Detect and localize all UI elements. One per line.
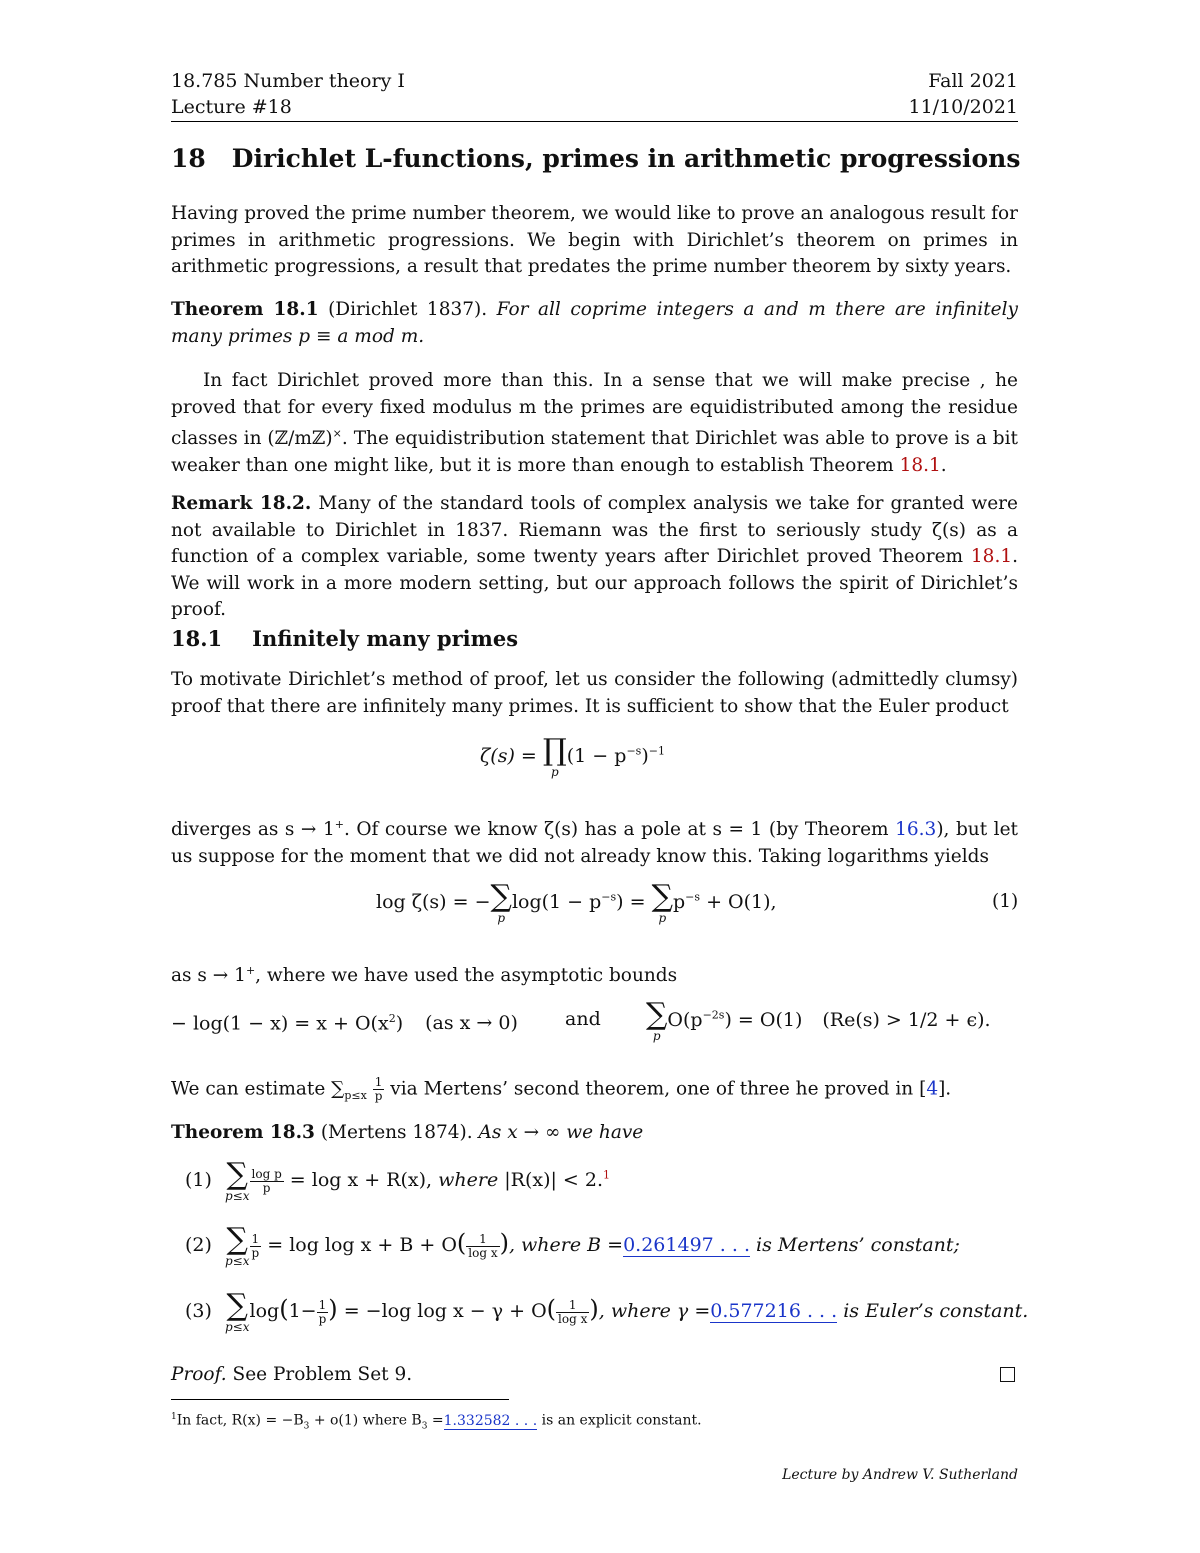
asymptotic-paragraph: as s → 1+, where we have used the asymptotic bounds: [171, 964, 678, 987]
equidistribution-paragraph: In fact Dirichlet proved more than this. In a sense that we will make precise , he proved that for every fixed modulus m the primes are equidistributed among the residue classes in (ℤ/mℤ)×. The equidistribution statement that Dirichlet was able to prove is a bit weaker than one might like, but it is more than enough to establish Theorem 18.1.: [171, 370, 1018, 476]
mertens-item-1: (1) ∑ p≤x $\frac{\text{log p}}{p}$ = log x + R(x), where |R(x)| < 2.$^1$: [185, 1157, 611, 1203]
mertens-item-2: (2) ∑ p≤x $\frac{1}{p}$ = log log x + B + O( $\frac{1}{\text{log x}}$ ), where B =0.261497 . . . is Mertens’ constant;: [185, 1222, 960, 1268]
qed-box: [1000, 1367, 1015, 1382]
citation-link[interactable]: 4: [926, 1078, 939, 1100]
mertens-constant-link[interactable]: 0.261497 . . .: [623, 1234, 750, 1256]
estimate-paragraph: We can estimate $\sum_{p\le x}$ $\frac{1}{p}$ via Mertens’ second theorem, one of three he proved in [4].: [171, 1075, 952, 1103]
log-zeta-equation: log ζ(s) = − ∑ p $\log(1 - p^{-s})$ = ∑ p $p^{-s} + O(1)$,: [376, 879, 777, 925]
remark-label: Remark 18.2.: [171, 493, 312, 514]
term: Fall 2021: [928, 70, 1018, 92]
theorem-statement: For all coprime integers a and m there are infinitely many primes p ≡ a mod m.: [171, 299, 1018, 347]
theorem-18-1: [171, 297, 1018, 350]
sum-bound: ∑ p $O(p^{-2s}) = O(1) (Re(s) > 1/2 + \epsilon)$.: [646, 997, 991, 1043]
theorem-attribution: (Dirichlet 1837).: [328, 299, 488, 320]
log-bound: − $\log(1 - x) = x + O(x^2)$ (as x → 0): [171, 1012, 518, 1035]
section-title: Infinitely many primes: [252, 626, 519, 651]
course-title: 18.785 Number theory I: [171, 70, 405, 92]
equation-number: (1): [992, 891, 1019, 912]
section-number: 18.1: [171, 626, 223, 651]
lecture-date: 11/10/2021: [908, 96, 1018, 118]
mertens-item-3: (3) ∑ p≤x log(1− $\frac{1}{p}$ ) = −log log x − γ + O( $\frac{1}{\text{log x}}$ ), where γ =0.577216 . . . is Euler’s constant.: [185, 1288, 1029, 1334]
theorem-ref-link[interactable]: 18.1: [899, 454, 941, 476]
remark-18-2: Remark 18.2. Many of the standard tools of complex analysis we take for granted were not available to Dirichlet in 1837. Riemann was the first to seriously study ζ(s) as a function of a complex variable, some twenty years after Dirichlet proved Theorem 18.1. We will work in a more modern setting, but our approach follows the spirit of Dirichlet’s proof.: [171, 493, 1018, 620]
page-footer: Lecture by Andrew V. Sutherland: [782, 1467, 1018, 1483]
footnote: $^1$In fact, $R(x) = -B_3 + o(1)$ where $B_3 =1.332582$ . . . is an explicit constant.: [171, 1412, 702, 1432]
theorem-ref-link[interactable]: 16.3: [895, 819, 937, 841]
theorem-label: Theorem 18.1: [171, 299, 319, 320]
theorem-18-3: Theorem 18.3 (Mertens 1874). As x → ∞ we have: [171, 1122, 644, 1143]
intro-paragraph: Having proved the prime number theorem, we would like to prove an analogous result for primes in arithmetic progressions. We begin with Dirichlet’s theorem on primes in arithmetic progressions, a result that predates the prime number theorem by sixty years.: [171, 203, 1018, 277]
motivation-paragraph: To motivate Dirichlet’s method of proof, let us consider the following (admittedly clumsy) proof that there are infinitely many primes. It is sufficient to show that the Euler product: [171, 669, 1018, 717]
theorem-label: Theorem 18.3: [171, 1122, 315, 1143]
lecture-number: Lecture #18: [171, 96, 292, 118]
footnote-rule: [171, 1399, 509, 1400]
title-number: 18: [171, 144, 206, 173]
proof-label: Proof.: [171, 1364, 227, 1385]
footnote-mark[interactable]: 1: [603, 1168, 611, 1182]
euler-product-equation: ζ(s) = ∏ p $(1 - p^{-s})^{-1}$: [480, 733, 665, 779]
header-rule: [171, 121, 1018, 122]
theorem-ref-link[interactable]: 18.1: [970, 546, 1013, 567]
and-word: and: [565, 1008, 601, 1030]
title-text: Dirichlet L-functions, primes in arithmetic progressions: [231, 144, 1021, 173]
explicit-constant-link[interactable]: 1.332582 . . .: [443, 1412, 538, 1429]
proof-line: Proof. See Problem Set 9.: [171, 1364, 413, 1385]
diverges-paragraph: diverges as s → 1+. Of course we know ζ(s) has a pole at s = 1 (by Theorem 16.3), but let us suppose for the moment that we did not already know this. Taking logarithms yields: [171, 818, 1018, 867]
section-heading: [171, 626, 518, 653]
euler-constant-link[interactable]: 0.577216 . . .: [710, 1300, 838, 1322]
page-title: [171, 146, 1020, 173]
